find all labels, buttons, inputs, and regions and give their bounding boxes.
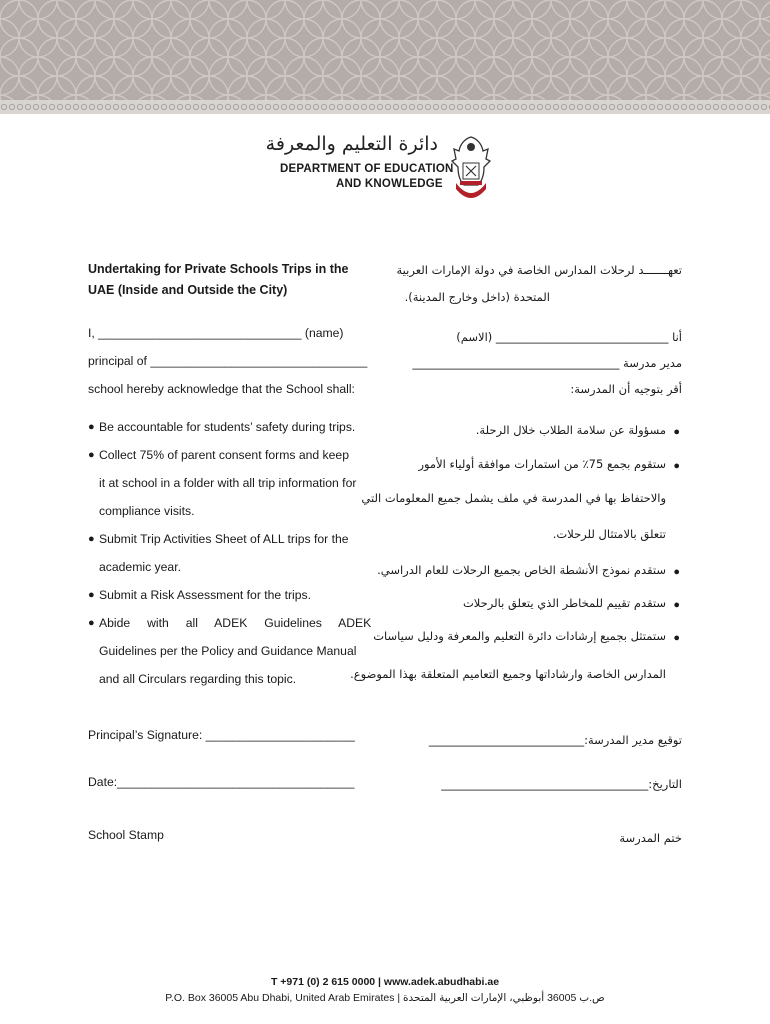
pattern-svg	[0, 0, 770, 100]
arabic-bullet-2-line3: تتعلق بالامتثال للرحلات.	[552, 527, 666, 541]
header-pattern-banner	[0, 0, 770, 100]
arabic-title-line2: المتحدة (داخل وخارج المدينة).	[404, 290, 550, 304]
english-bullet-2-line1: Collect 75% of parent consent forms and keep	[99, 448, 349, 462]
arabic-bullet-5-line1: ستمتثل بجميع إرشادات دائرة التعليم والمعرفة ودليل سياسات	[373, 629, 666, 643]
logo-english-line1: DEPARTMENT OF EDUCATION	[280, 163, 454, 175]
bullet-dot: ●	[88, 449, 95, 461]
bullet-dot: ●	[673, 632, 680, 644]
bullet-dot: ●	[673, 460, 680, 472]
english-bullet-5-line3: and all Circulars regarding this topic.	[99, 672, 297, 686]
english-bullet-3-line2: academic year.	[99, 560, 181, 574]
logo-arabic-text: دائرة التعليم والمعرفة	[265, 133, 438, 155]
arabic-name-line: أنا ______________________________ (الاسم)	[456, 330, 682, 344]
logo-english-line2: AND KNOWLEDGE	[336, 178, 443, 190]
arabic-acknowledge: أقر بتوجيه أن المدرسة:	[570, 382, 682, 396]
english-bullet-4: Submit a Risk Assessment for the trips.	[99, 588, 312, 602]
english-bullet-5-line2: Guidelines per the Policy and Guidance Manual	[99, 644, 357, 658]
footer-contact-line: T +971 (0) 2 615 0000 | www.adek.abudhabi.ae	[270, 976, 500, 988]
arabic-bullet-3: ستقدم نموذج الأنشطة الخاص بجميع الرحلات للعام الدراسي.	[377, 563, 666, 577]
arabic-bullet-2-line1: ستقوم بجمع 75٪ من استمارات موافقة أولياء الأمور	[418, 457, 666, 471]
english-acknowledge: school hereby acknowledge that the School shall:	[88, 382, 355, 396]
arabic-bullet-1: مسؤولة عن سلامة الطلاب خلال الرحلة.	[475, 423, 666, 437]
english-name-line: I, ______________________________ (name)	[88, 326, 344, 340]
english-date-line: Date:___________________________________	[88, 775, 355, 789]
english-bullet-3-line1: Submit Trip Activities Sheet of ALL trips for the	[99, 532, 349, 546]
bullet-dot: ●	[673, 566, 680, 578]
arabic-bullet-4: ستقدم تقييم للمخاطر الذي يتعلق بالرحلات	[462, 596, 666, 610]
bullet-dot: ●	[88, 421, 95, 433]
bullet-dot: ●	[673, 599, 680, 611]
adek-logo	[265, 133, 500, 203]
arabic-principal-line: مدير مدرسة ____________________________________	[412, 356, 682, 370]
banner-border-strip	[0, 100, 770, 114]
english-principal-line: principal of ________________________________	[88, 354, 368, 368]
english-bullet-5-line1: Abide with all ADEK Guidelines ADEK	[99, 616, 372, 630]
english-bullet-2-line2: it at school in a folder with all trip information for	[99, 476, 357, 490]
arabic-signature-line: توقيع مدير المدرسة:___________________________	[428, 733, 682, 747]
footer-address-line: P.O. Box 36005 Abu Dhabi, United Arab Emirates | ص.ب 36005 أبوظبي، الإمارات العربية المتحدة	[165, 992, 605, 1004]
english-school-stamp: School Stamp	[88, 828, 164, 842]
bullet-dot: ●	[88, 533, 95, 545]
bullet-dot: ●	[88, 589, 95, 601]
english-bullet-1: Be accountable for students’ safety during trips.	[99, 420, 356, 434]
english-title-line2: UAE (Inside and Outside the City)	[88, 283, 288, 297]
arabic-date-line: التاريخ:____________________________________	[441, 777, 682, 791]
arabic-school-stamp: ختم المدرسة	[619, 831, 682, 845]
arabic-bullet-2-line2: والاحتفاظ بها في المدرسة في ملف يشمل جميع المعلومات التي	[361, 491, 666, 505]
bullet-dot: ●	[673, 426, 680, 438]
falcon-emblem-icon	[446, 133, 496, 203]
english-title-line1: Undertaking for Private Schools Trips in the	[88, 262, 349, 276]
bullet-dot: ●	[88, 617, 95, 629]
english-signature-line: Principal’s Signature: ______________________	[88, 728, 355, 742]
arabic-title-line1: تعهـــــــد لرحلات المدارس الخاصة في دولة الإمارات العربية	[396, 263, 682, 277]
english-bullet-2-line3: compliance visits.	[99, 504, 195, 518]
arabic-bullet-5-line2: المدارس الخاصة وارشاداتها وجميع التعاميم المتعلقة بهذا الموضوع.	[350, 667, 666, 681]
